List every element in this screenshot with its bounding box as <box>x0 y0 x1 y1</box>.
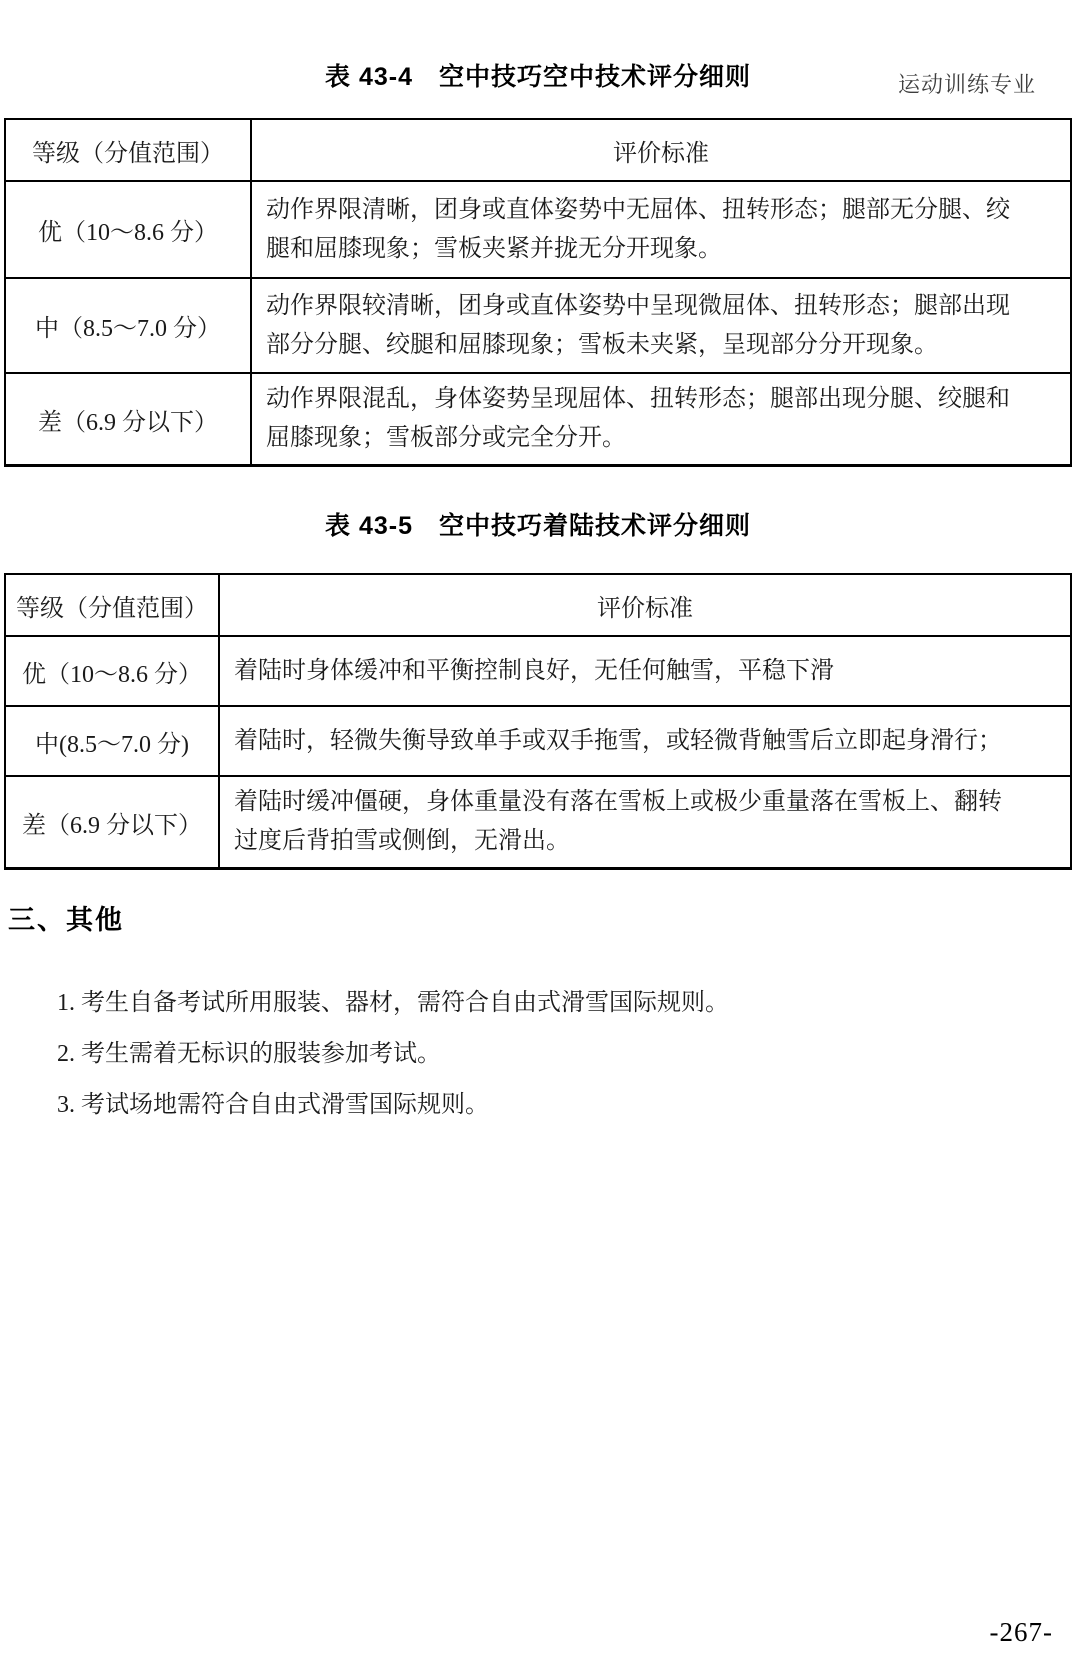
criteria-cell: 动作界限混乱，身体姿势呈现屈体、扭转形态；腿部出现分腿、绞腿和屈膝现象；雪板部分或完全分开。 <box>251 373 1071 466</box>
grade-cell: 差（6.9 分以下） <box>5 776 219 869</box>
table-row <box>5 181 1071 278</box>
grade-cell: 优（10～8.6 分） <box>5 636 219 706</box>
table-43-4 <box>4 118 1072 467</box>
table-row <box>5 636 1071 706</box>
section-heading-other: 三、其他 <box>8 905 124 935</box>
list-item: 3. 考试场地需符合自由式滑雪国际规则。 <box>57 1092 489 1118</box>
table-row <box>5 278 1071 373</box>
table-row <box>5 776 1071 869</box>
table-header-row <box>5 574 1071 636</box>
criteria-cell: 动作界限清晰，团身或直体姿势中无屈体、扭转形态；腿部无分腿、绞腿和屈膝现象；雪板夹紧并拢无分开现象。 <box>251 181 1071 278</box>
list-item: 2. 考生需着无标识的服装参加考试。 <box>57 1041 441 1067</box>
table-row <box>5 706 1071 776</box>
grade-cell: 优（10～8.6 分） <box>5 181 251 278</box>
grade-cell: 中(8.5～7.0 分) <box>5 706 219 776</box>
criteria-cell: 着陆时，轻微失衡导致单手或双手拖雪，或轻微背触雪后立即起身滑行； <box>219 706 1071 776</box>
criteria-column-header: 评价标准 <box>219 574 1071 636</box>
grade-cell: 差（6.9 分以下） <box>5 373 251 466</box>
criteria-column-header: 评价标准 <box>251 119 1071 181</box>
grade-cell: 中（8.5～7.0 分） <box>5 278 251 373</box>
criteria-cell: 着陆时缓冲僵硬，身体重量没有落在雪板上或极少重量落在雪板上、翻转过度后背拍雪或侧倒，无滑出。 <box>219 776 1071 869</box>
grade-column-header: 等级（分值范围） <box>5 574 219 636</box>
running-header: 运动训练专业 <box>897 72 1036 97</box>
table-43-4-title: 表 43-4 空中技巧空中技术评分细则 <box>325 63 751 91</box>
list-item: 1. 考生自备考试所用服装、器材，需符合自由式滑雪国际规则。 <box>57 990 729 1016</box>
table-row <box>5 373 1071 466</box>
page-number: -267- <box>989 1617 1053 1647</box>
document-page <box>0 60 1076 1660</box>
grade-column-header: 等级（分值范围） <box>5 119 251 181</box>
table-43-5 <box>4 573 1072 870</box>
criteria-cell: 动作界限较清晰，团身或直体姿势中呈现微屈体、扭转形态；腿部出现部分分腿、绞腿和屈膝现象；雪板未夹紧，呈现部分分开现象。 <box>251 278 1071 373</box>
notes-list <box>57 978 1076 1131</box>
table-43-5-title: 表 43-5 空中技巧着陆技术评分细则 <box>325 512 751 540</box>
table-header-row <box>5 119 1071 181</box>
criteria-cell: 着陆时身体缓冲和平衡控制良好，无任何触雪，平稳下滑 <box>219 636 1071 706</box>
